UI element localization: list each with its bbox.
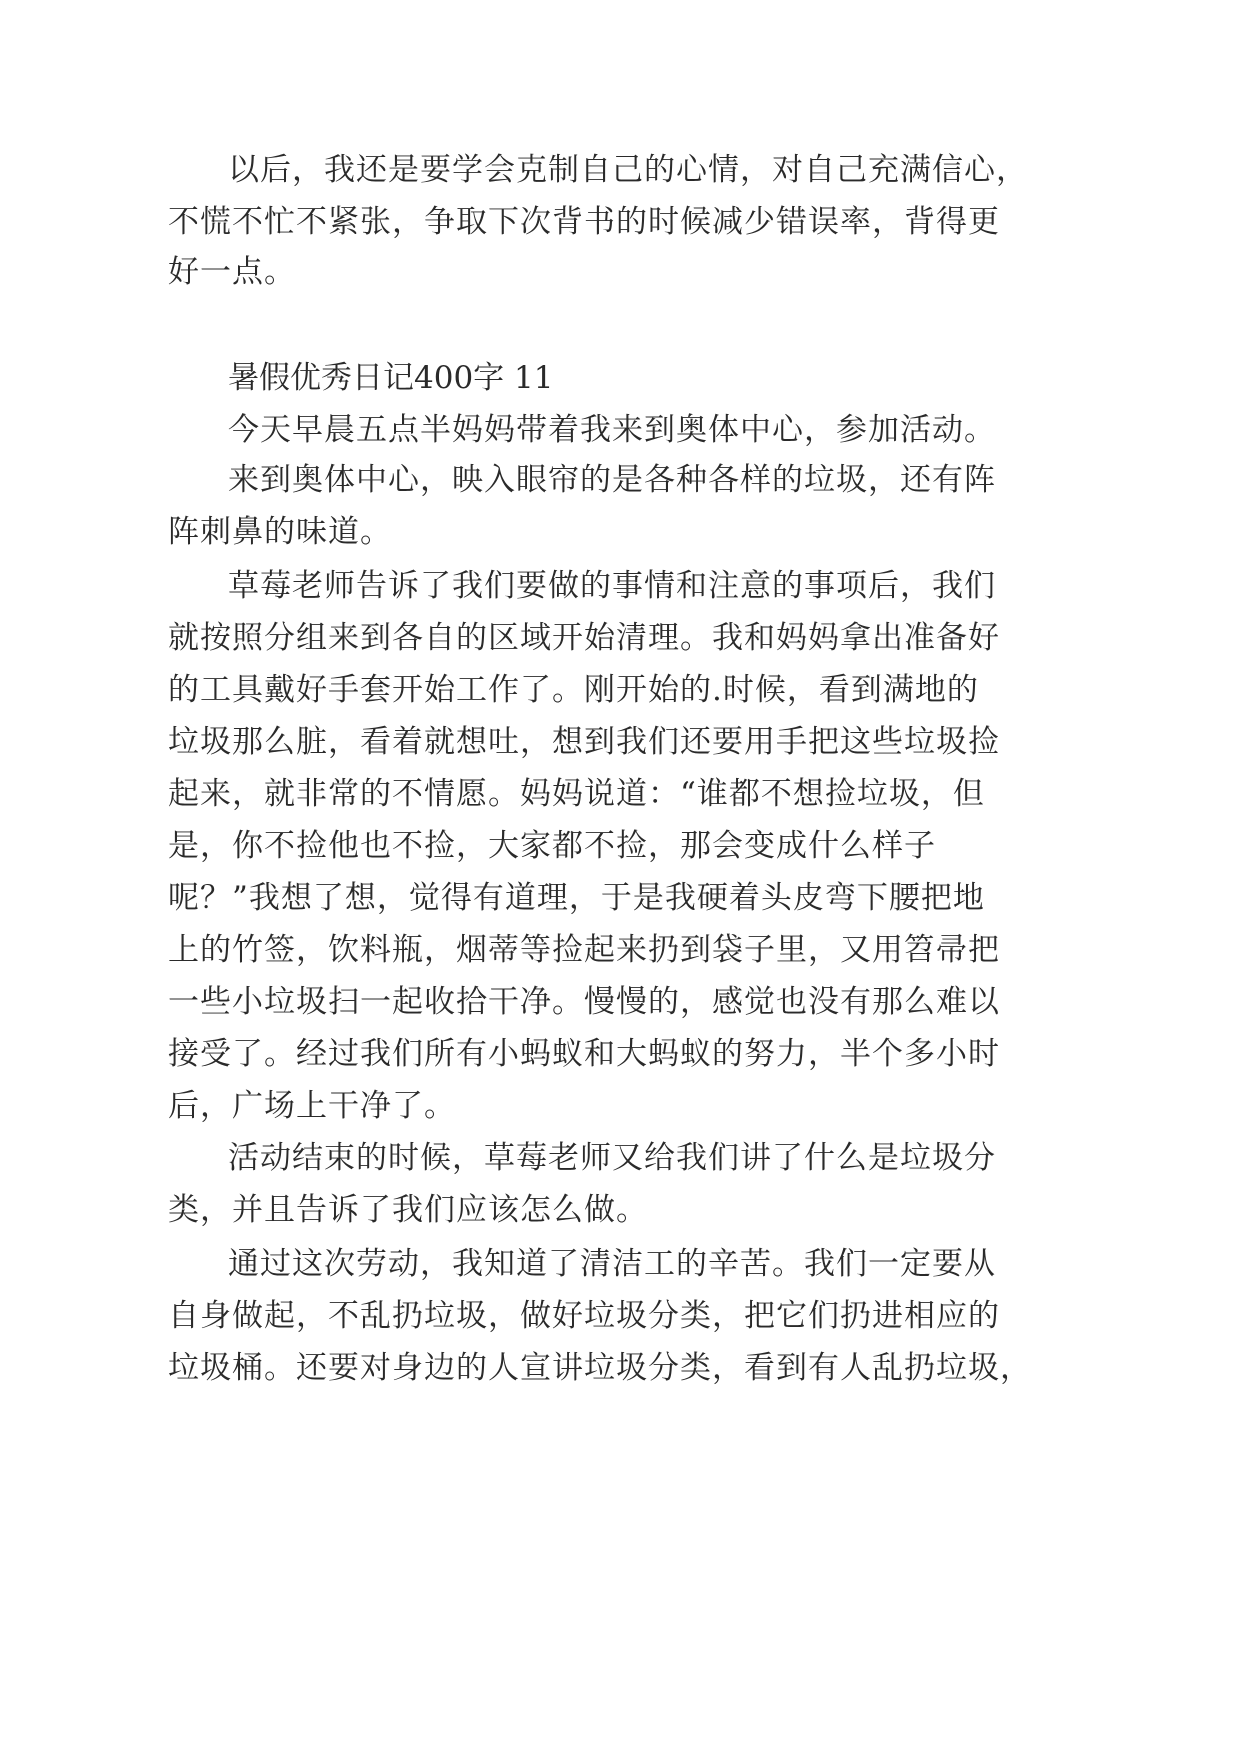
- text-line: 今天早晨五点半妈妈带着我来到奥体中心，参加活动。: [228, 412, 996, 448]
- text-line: 的工具戴好手套开始工作了。刚开始的.时候，看到满地的: [168, 672, 979, 708]
- text-line: 阵刺鼻的味道。: [168, 514, 392, 550]
- text-line: 以后，我还是要学会克制自己的心情，对自己充满信心，: [228, 152, 1028, 188]
- text-line: 上的竹签，饮料瓶，烟蒂等捡起来扔到袋子里，又用笤帚把: [168, 932, 1000, 968]
- text-line: 后，广场上干净了。: [168, 1088, 456, 1124]
- section-heading: 暑假优秀日记400字 11: [228, 360, 554, 396]
- text-line: 是，你不捡他也不捡，大家都不捡，那会变成什么样子: [168, 828, 936, 864]
- text-line: 就按照分组来到各自的区域开始清理。我和妈妈拿出准备好: [168, 620, 1000, 656]
- text-line: 一些小垃圾扫一起收拾干净。慢慢的，感觉也没有那么难以: [168, 984, 1000, 1020]
- text-line: 活动结束的时候，草莓老师又给我们讲了什么是垃圾分: [228, 1140, 996, 1176]
- text-line: 自身做起，不乱扔垃圾，做好垃圾分类，把它们扔进相应的: [168, 1298, 1000, 1334]
- text-line: 起来，就非常的不情愿。妈妈说道：“谁都不想捡垃圾，但: [168, 776, 985, 812]
- text-line: 好一点。: [168, 254, 296, 290]
- text-line: 通过这次劳动，我知道了清洁工的辛苦。我们一定要从: [228, 1246, 996, 1282]
- text-line: 接受了。经过我们所有小蚂蚁和大蚂蚁的努力，半个多小时: [168, 1036, 1000, 1072]
- text-line: 类，并且告诉了我们应该怎么做。: [168, 1192, 648, 1228]
- text-line: 垃圾桶。还要对身边的人宣讲垃圾分类，看到有人乱扔垃圾，: [168, 1350, 1032, 1386]
- text-line: 不慌不忙不紧张，争取下次背书的时候减少错误率，背得更: [168, 204, 1000, 240]
- text-line: 垃圾那么脏，看着就想吐，想到我们还要用手把这些垃圾捡: [168, 724, 1000, 760]
- text-line: 草莓老师告诉了我们要做的事情和注意的事项后，我们: [228, 568, 996, 604]
- text-line: 呢？”我想了想，觉得有道理，于是我硬着头皮弯下腰把地: [168, 880, 985, 916]
- text-line: 来到奥体中心，映入眼帘的是各种各样的垃圾，还有阵: [228, 462, 996, 498]
